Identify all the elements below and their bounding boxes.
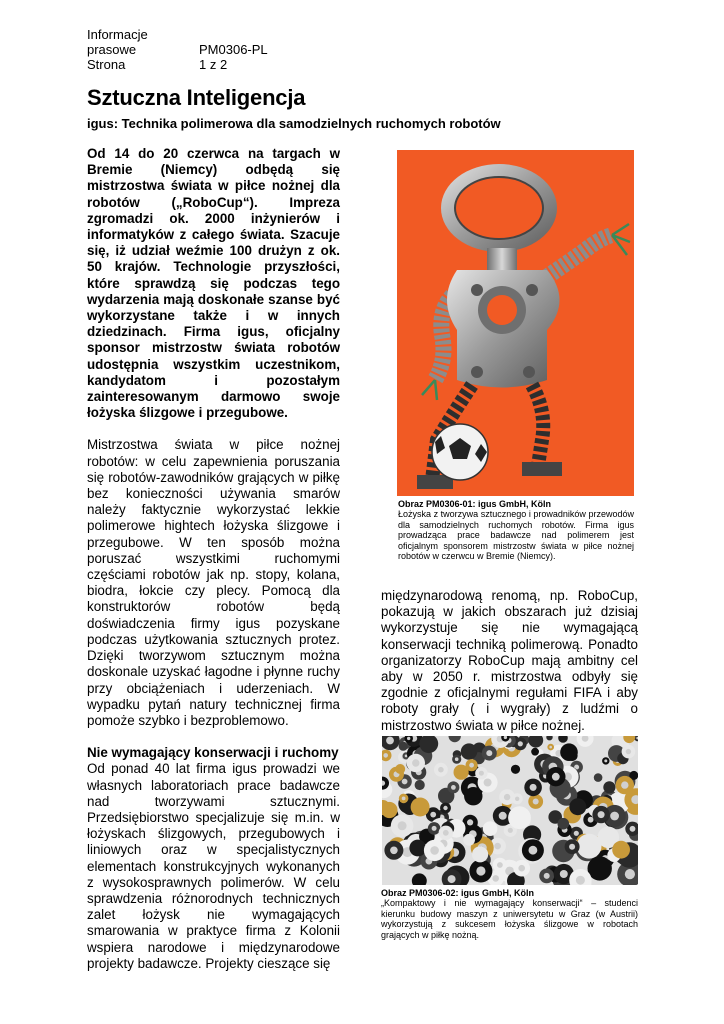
bearing-bore [430,846,439,855]
bearing-bore [469,763,474,768]
bearing-bore [576,876,585,885]
bearing-part [461,743,477,759]
body-paragraph-3: Od ponad 40 lat firma igus prowadzi we własnych laboratoriach prace badawcze nad tworzywami sztucznymi. Przedsiębiorstwo specjalizuje się m.in. w łożyskach ślizgowych, przegubowych i liniowych oraz w specjalistycznych elementach konstrukcyjnych wykonanych z wysokosprawnych polimerów. W celu sprawdzenia różnorodnych technicznych zalet łożysk nie wymagających smarowania w praktyce firma z Kolonii wspiera narodowe i międzynarodowe projekty badawcze. Projekty cieszące się [87,761,340,971]
right-body-paragraph: międzynarodową renomą, np. RoboCup, pokazują w jakich obszarach już dzisiaj wykorzystuje się nie wymagającą konserwacji techniką polimerową. Ponadto organizatorzy RoboCup mają ambitny cel aby w 2050 r. mistrzostwa odbyły się zgodnie z oficjalnymi regułami FIFA i aby roboty grały ( i wygrały) z ludźmi o mistrzostwo świata w piłce nożnej. [381,588,638,733]
bearing-part [603,781,615,793]
right-column [381,588,638,734]
bearing-part [395,764,405,774]
bearing-bore [625,869,635,879]
bearing-bore [383,753,388,758]
bearing-part [558,818,570,830]
bearing-bore [533,799,539,805]
figure-2-caption [381,888,638,940]
bearing-bore [467,819,473,825]
bearing-part [415,780,425,790]
bearing-bore [448,875,456,883]
figure-1-caption-title: Obraz PM0306-01: igus GmbH, Köln [398,499,552,509]
bearing-bore [499,812,507,820]
bearing-bore [390,847,398,855]
document-header [87,27,268,72]
bearing-part [508,806,531,829]
bearing-bore [443,830,449,836]
bearing-bore [497,862,503,868]
bearing-bore [574,831,579,836]
left-column [87,146,340,988]
header-page-number: 1 z 2 [199,57,228,72]
bearing-part [511,765,520,774]
bearing-bore [451,785,456,790]
bearing-part [560,743,578,761]
bearing-bore [432,826,437,831]
bearing-part [577,834,602,859]
lead-paragraph: Od 14 do 20 czerwca na targach w Bremie (Niemcy) odbędą się mistrzostwa świata w piłce nożnej dla robotów („RoboCup“). Impreza zgromadzi ok. 2000 inżynierów i informatyków z całego świata. Szacuje się, iż udział weźmie 100 drużyn z ok. 50 krajów. Technologie przyszłości, które sprawdzą się podczas tego wydarzenia mają doskonałe szanse być wykorzystane także i w innych dziedzinach. Firma igus, oficjalny sponsor mistrzostw świata robotów udostępnia wszystkim uczestnikom, kandydatom i pozostałym zainteresowanym darmowo swoje łożyska ślizgowe i przegubowe. [87,146,340,421]
bearing-bore [484,779,492,787]
robot-image [397,150,634,496]
bearing-bore [479,771,484,776]
page-subtitle: igus: Technika polimerowa dla samodzielnych ruchomych robotów [87,116,501,131]
figure-1-caption [398,499,634,561]
bearing-bore [430,812,436,818]
bearing-bore [386,737,394,745]
bearing-bore [407,737,410,740]
header-line-1 [87,27,268,57]
bearing-bore [552,773,560,781]
bearing-part [483,821,498,836]
header-label-page: Strona [87,57,126,72]
bearing-part [588,856,612,880]
bearing-bore [544,873,550,879]
bearing-bore [476,866,485,875]
bearing-bore [604,759,607,762]
bearing-bore [515,797,519,801]
bearing-bore [549,746,552,749]
bearing-bore [518,741,523,746]
bearing-part [463,834,475,846]
section-heading: Nie wymagający konserwacji i ruchomy [87,745,339,761]
bearing-bore [530,784,537,791]
bearing-part [569,798,586,815]
bearing-bore [486,750,492,756]
figure-2-caption-text: „Kompaktowy i nie wymagający konserwacji“ – studenci kierunku budowy maszyn z uniwersytetu w Graz (w Austrii) wykorzystują z sukcesem łożyska ślizgowe w robotach grających w piłkę nożną. [381,898,638,940]
bearing-part [464,787,482,805]
bearing-bore [518,865,525,872]
page-title: Sztuczna Inteligencja [87,85,306,110]
bearing-bore [398,821,407,830]
header-line-2 [87,57,268,72]
bearing-bore [504,794,510,800]
figure-1-caption-text: Łożyska z tworzywa sztucznego i prowadników przewodów dla samodzielnych ruchomych robotów. Firma igus prowadząca prace badawcze nad polimerem jest oficjalnym sponsorem mistrzostw świata w piłce nożnej robotów w czerwcu w Bremie (Niemcy). [398,509,634,562]
bearing-bore [402,797,406,801]
bearing-bore [402,779,408,785]
bearing-part [472,846,488,862]
bearing-part [531,748,539,756]
bearing-bore [626,749,631,754]
bearing-bore [443,806,447,810]
robot-illustration [397,150,634,496]
header-doc-number: PM0306-PL [199,42,268,57]
bearing-bore [438,767,444,773]
bearing-part [594,773,603,782]
bearing-bore [569,844,575,850]
bearing-bore [494,843,501,850]
bearing-part [399,742,408,751]
bearing-part [409,840,426,857]
bearing-bore [630,826,636,832]
bearing-bore [598,811,605,818]
bearing-bore [588,817,594,823]
bearing-bore [610,812,619,821]
bearing-bore [529,846,538,855]
bearings-image [382,736,638,885]
bearing-bore [455,757,459,761]
header-label-press: Informacje prasowe [87,27,148,57]
body-paragraph-2: Mistrzostwa świata w piłce nożnej robotów: w celu zapewnienia poruszania się robotów-zawodników grających w piłkę bez konieczności używania smarów należy faktycznie wykorzystać lekkie polimerowe hightech łożyska ślizgowe i przegubowe. W ten sposób można poruszać wszystkimi ruchomymi częściami robotów jak np. stopy, kolana, biodra, łokcie czy plecy. Pomocą dla konstruktorów robotów będą doświadczenia firmy igus pozyskane podczas użytkowania sztucznych protez. Dzięki tworzywom sztucznym można doskonale uzyskać łagodne i płynne ruchy przy obciążeniach i uderzeniach. W wypadku pytań natury technicznej firma pomoże szybko i bezproblemowo. [87,437,340,728]
bearing-bore [560,870,568,878]
bearing-bore [508,828,513,833]
bearing-bore [621,781,628,788]
bearing-part [411,798,430,817]
bearing-bore [412,759,419,766]
bearing-bore [492,875,499,882]
bearings-illustration [382,736,638,885]
bearing-part [612,841,630,859]
figure-2-caption-title: Obraz PM0306-02: igus GmbH, Köln [381,888,535,898]
